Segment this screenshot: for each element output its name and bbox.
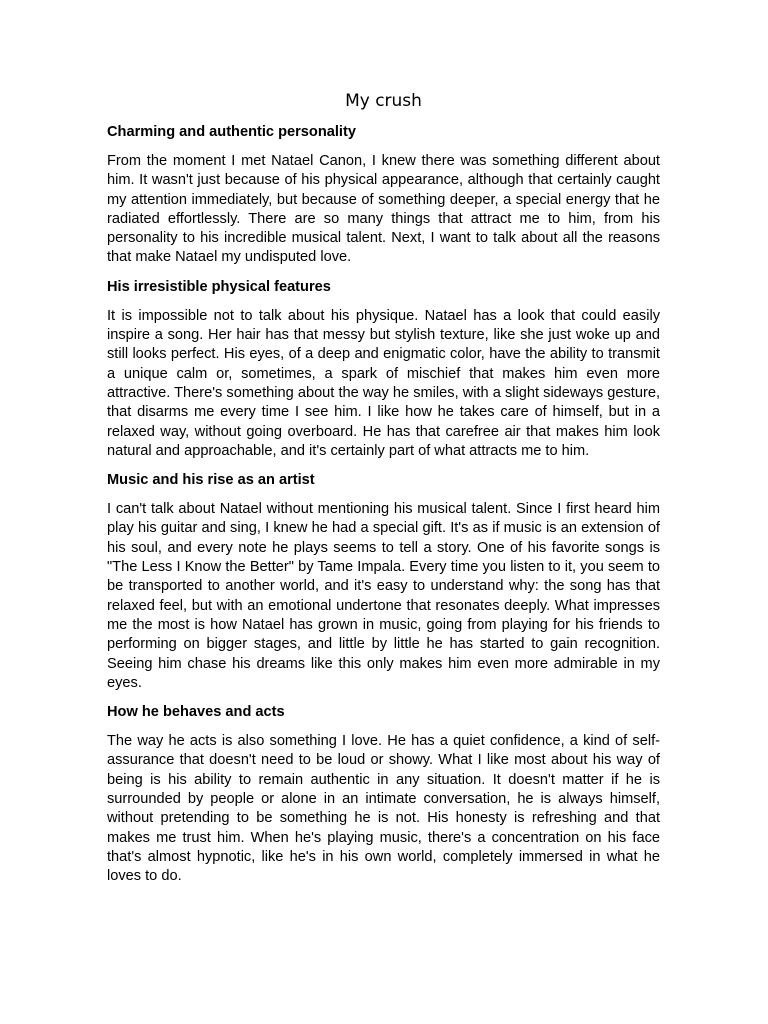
section-paragraph: From the moment I met Natael Canon, I knew there was something different about him. It wasn't just because of his physical appearance, although that certainly caught my attention immediately, but because of something deeper, a special energy that he radiated effortlessly. There are so many things that attract me to him, from his personality to his incredible musical talent. Next, I want to talk about all the reasons that make Natael my undisputed love. (107, 153, 660, 266)
document-page (107, 88, 660, 897)
section-heading: Music and his rise as an artist (107, 472, 315, 489)
section-paragraph: I can't talk about Natael without mentioning his musical talent. Since I first heard him play his guitar and sing, I knew he had a special gift. It's as if music is an extension of his soul, and every note he plays seems to tell a story. One of his favorite songs is "The Less I Know the Better" by Tame Impala. Every time you listen to it, you seem to be transported to another world, and it's easy to understand why: the song has that relaxed feel, but with an emotional undertone that resonates deeply. What impresses me the most is how Natael has grown in music, going from playing for his friends to performing on bigger stages, and little by little he has started to gain recognition. Seeing him chase his dreams like this only makes him even more admirable in my eyes. (107, 501, 660, 691)
section-heading: Charming and authentic personality (107, 124, 356, 140)
section-heading: How he behaves and acts (107, 704, 285, 721)
section-physical-features (107, 278, 660, 461)
section-personality (107, 123, 660, 268)
document-title: My crush (345, 91, 422, 111)
section-paragraph: It is impossible not to talk about his physique. Natael has a look that could easily inspire a song. Her hair has that messy but stylish texture, like she just woke up and still looks perfect. His eyes, of a deep and enigmatic color, have the ability to transmit a unique calm or, sometimes, a spark of mischief that makes him even more attractive. There's something about the way he smiles, with a slight sideways gesture, that disarms me every time I see him. I like how he takes care of himself, but in a relaxed way, without going overboard. He has that carefree air that makes him look natural and approachable, and it's certainly part of what attracts me to him. (107, 307, 660, 459)
section-paragraph: The way he acts is also something I love. He has a quiet confidence, a kind of self-assurance that doesn't need to be loud or showy. What I like most about his way of being is his ability to remain authentic in any situation. It doesn't matter if he is surrounded by people or alone in an intimate conversation, he is always himself, without pretending to be something he is not. His honesty is refreshing and that makes me trust him. When he's playing music, there's a concentration on his face that's almost hypnotic, like he's in his own world, completely immersed in what he loves to do. (107, 733, 660, 885)
section-behavior (107, 703, 660, 886)
section-heading: His irresistible physical features (107, 278, 331, 295)
section-music (107, 471, 660, 693)
